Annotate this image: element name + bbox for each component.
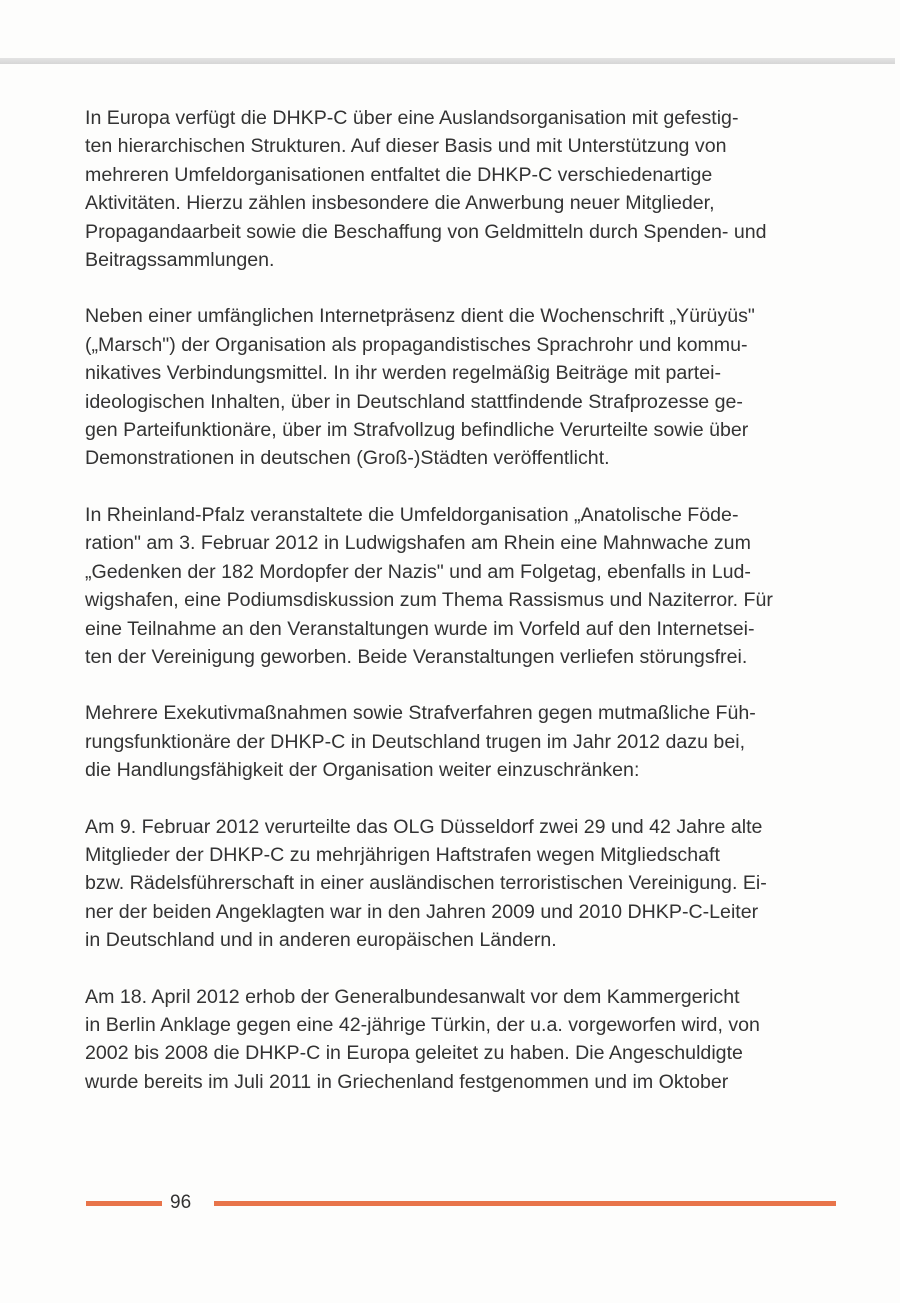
text-line: gen Parteifunktionäre, über im Strafvollzug befindliche Verurteilte sowie über	[85, 419, 749, 442]
text-line: nikatives Verbindungsmittel. In ihr werden regelmäßig Beiträge mit partei-	[85, 362, 722, 385]
text-line: in Deutschland und in anderen europäischen Ländern.	[85, 929, 557, 952]
text-line: ten hierarchischen Strukturen. Auf dieser Basis und mit Unterstützung von	[85, 135, 727, 158]
footer-accent-bar-left	[86, 1201, 162, 1206]
paragraph-wochenschrift	[85, 302, 845, 472]
text-line: mehreren Umfeldorganisationen entfaltet die DHKP-C verschiedenartige	[85, 163, 713, 186]
text-line: Aktivitäten. Hierzu zählen insbesondere die Anwerbung neuer Mitglieder,	[85, 192, 715, 215]
body-text	[85, 104, 845, 1124]
footer-accent-bar-right	[214, 1201, 836, 1206]
top-divider	[0, 58, 895, 64]
text-line: Demonstrationen in deutschen (Groß-)Städten veröffentlicht.	[85, 447, 610, 470]
text-line: In Rheinland-Pfalz veranstaltete die Umfeldorganisation „Anatolische Föde-	[85, 503, 739, 526]
text-line: eine Teilnahme an den Veranstaltungen wurde im Vorfeld auf den Internetsei-	[85, 617, 755, 640]
paragraph-olg-duesseldorf	[85, 813, 845, 955]
paragraph-exekutivmassnahmen	[85, 699, 845, 784]
text-line: Am 9. Februar 2012 verurteilte das OLG Düsseldorf zwei 29 und 42 Jahre alte	[85, 815, 763, 838]
page-number: 96	[170, 1192, 192, 1213]
text-line: Neben einer umfänglichen Internetpräsenz dient die Wochenschrift „Yürüyüs"	[85, 305, 755, 328]
text-line: 2002 bis 2008 die DHKP-C in Europa geleitet zu haben. Die Angeschuldigte	[85, 1042, 743, 1065]
text-line: Mitglieder der DHKP-C zu mehrjährigen Haftstrafen wegen Mitgliedschaft	[85, 843, 720, 866]
text-line: Mehrere Exekutivmaßnahmen sowie Strafverfahren gegen mutmaßliche Füh-	[85, 702, 756, 725]
text-line: Beitragssammlungen.	[85, 249, 275, 272]
text-line: ten der Vereinigung geworben. Beide Veranstaltungen verliefen störungsfrei.	[85, 645, 748, 668]
text-line: wigshafen, eine Podiumsdiskussion zum Thema Rassismus und Naziterror. Für	[85, 589, 773, 612]
text-line: die Handlungsfähigkeit der Organisation weiter einzuschränken:	[85, 759, 640, 782]
text-line: („Marsch") der Organisation als propagandistisches Sprachrohr und kommu-	[85, 333, 748, 356]
text-line: Propagandaarbeit sowie die Beschaffung von Geldmitteln durch Spenden- und	[85, 220, 767, 243]
text-line: ner der beiden Angeklagten war in den Jahren 2009 und 2010 DHKP-C-Leiter	[85, 900, 759, 923]
text-line: in Berlin Anklage gegen eine 42-jährige Türkin, der u.a. vorgeworfen wird, von	[85, 1013, 760, 1036]
text-line: „Gedenken der 182 Mordopfer der Nazis" und am Folgetag, ebenfalls in Lud-	[85, 560, 751, 583]
text-line: ration" am 3. Februar 2012 in Ludwigshafen am Rhein eine Mahnwache zum	[85, 532, 751, 555]
text-line: Am 18. April 2012 erhob der Generalbundesanwalt vor dem Kammergericht	[85, 985, 740, 1008]
page-footer	[0, 1191, 900, 1215]
text-line: bzw. Rädelsführerschaft in einer ausländischen terroristischen Vereinigung. Ei-	[85, 872, 767, 895]
text-line: rungsfunktionäre der DHKP-C in Deutschland trugen im Jahr 2012 dazu bei,	[85, 730, 746, 753]
text-line: wurde bereits im Juli 2011 in Griechenland festgenommen und im Oktober	[85, 1070, 729, 1093]
text-line: ideologischen Inhalten, über in Deutschland stattfindende Strafprozesse ge-	[85, 390, 743, 413]
paragraph-rheinland-pfalz	[85, 501, 845, 671]
text-line: In Europa verfügt die DHKP-C über eine Auslandsorganisation mit gefestig-	[85, 107, 739, 129]
paragraph-generalbundesanwalt	[85, 983, 845, 1097]
paragraph-auslandsorganisation	[85, 104, 845, 274]
